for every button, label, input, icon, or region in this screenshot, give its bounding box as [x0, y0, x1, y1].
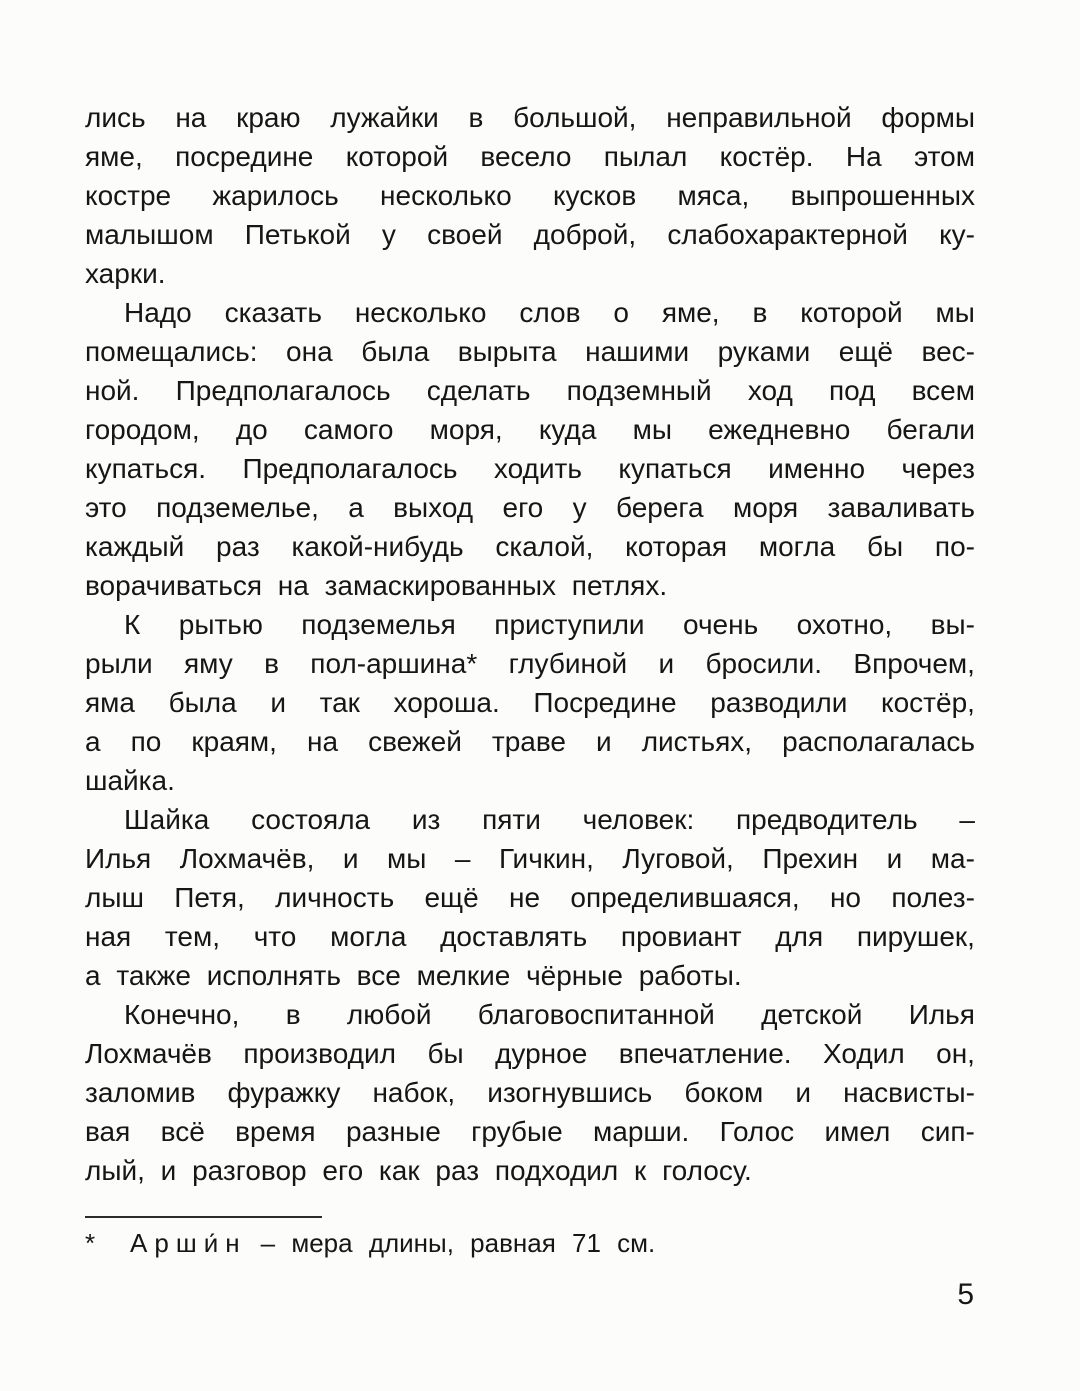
- word: тем,: [164, 921, 221, 952]
- word: ходить: [493, 453, 582, 484]
- text-line: лый, и разговор его как раз подходил к голосу.: [85, 1155, 752, 1186]
- word: разводили: [710, 687, 848, 718]
- word: грубые: [471, 1116, 563, 1147]
- text-line: [85, 722, 975, 761]
- text-line: [85, 98, 975, 137]
- word: Лохмачёв,: [179, 843, 315, 874]
- word: ежедневно: [708, 414, 851, 445]
- word: посредине: [175, 141, 314, 172]
- word: Прехин: [762, 843, 859, 874]
- word: пылал: [603, 141, 688, 172]
- word: всё: [160, 1116, 205, 1147]
- word: самого: [303, 414, 394, 445]
- word: впечатление.: [618, 1038, 792, 1069]
- word: рыли: [85, 648, 153, 679]
- word: какой-нибудь: [291, 531, 464, 562]
- text-line: [85, 293, 975, 332]
- text-line: [85, 800, 975, 839]
- word: сказать: [224, 297, 322, 328]
- word: предводитель: [736, 804, 918, 835]
- word: несколько: [354, 297, 487, 328]
- word: Петькой: [244, 219, 351, 250]
- word: Шайка: [124, 804, 210, 835]
- word: большой,: [513, 102, 637, 133]
- word: а: [85, 726, 101, 757]
- text-line: харки.: [85, 258, 166, 289]
- word: Лохмачёв: [85, 1038, 212, 1069]
- word: дурное: [495, 1038, 588, 1069]
- footnote-separator: [85, 1216, 322, 1218]
- footnote-marker: *: [85, 1228, 96, 1258]
- word: яма: [85, 687, 135, 718]
- text-line: [85, 1034, 975, 1073]
- footnote: [85, 1226, 975, 1260]
- word: подземелье,: [156, 492, 319, 523]
- paragraph: [85, 800, 975, 995]
- word: мы: [935, 297, 975, 328]
- word: по-: [934, 531, 975, 562]
- word: через: [901, 453, 975, 484]
- word: определившаяся,: [570, 882, 800, 913]
- word: купаться.: [85, 453, 207, 484]
- word: и: [270, 687, 286, 718]
- word: ной.: [85, 375, 140, 406]
- word: краю: [236, 102, 301, 133]
- word: но: [829, 882, 861, 913]
- word: листьях,: [641, 726, 753, 757]
- word: ход: [747, 375, 793, 406]
- word: и: [342, 843, 359, 874]
- word: до: [235, 414, 268, 445]
- word: под: [828, 375, 876, 406]
- word: бы: [427, 1038, 464, 1069]
- word: Посредине: [533, 687, 677, 718]
- word: формы: [881, 102, 975, 133]
- word: К: [124, 609, 141, 640]
- word: неправильной: [666, 102, 852, 133]
- text-line: а также исполнять все мелкие чёрные работы.: [85, 960, 742, 991]
- text-line: [85, 839, 975, 878]
- word: это: [85, 492, 127, 523]
- text-line: [85, 488, 975, 527]
- text-line: [85, 995, 975, 1034]
- word: доставлять: [440, 921, 588, 952]
- word: пяти: [482, 804, 541, 835]
- word: охотно,: [796, 609, 893, 640]
- text-line: [85, 527, 975, 566]
- word: Гичкин,: [498, 843, 594, 874]
- word: Предполагалось: [242, 453, 458, 484]
- word: и: [596, 726, 612, 757]
- word: его: [502, 492, 544, 523]
- word: раз: [216, 531, 260, 562]
- paragraph: [85, 98, 975, 293]
- word: выпрошенных: [790, 180, 975, 211]
- word: изогнувшись: [487, 1077, 653, 1108]
- word: руками: [717, 336, 811, 367]
- word: свежей: [368, 726, 462, 757]
- text-line: ворачиваться на замаскированных петлях.: [85, 570, 668, 601]
- word: сип-: [920, 1116, 975, 1147]
- word: берега: [615, 492, 704, 523]
- word: фуражку: [227, 1077, 341, 1108]
- word: время: [235, 1116, 316, 1147]
- word: располагалась: [782, 726, 975, 757]
- text-line: [85, 644, 975, 683]
- word: так: [319, 687, 360, 718]
- word: моря: [732, 492, 799, 523]
- word: глубиной: [508, 648, 628, 679]
- word: яме,: [661, 297, 720, 328]
- word: могла: [758, 531, 836, 562]
- word: вес-: [921, 336, 975, 367]
- word: приступили: [494, 609, 645, 640]
- word: помещались:: [85, 336, 258, 367]
- word: кусков: [552, 180, 637, 211]
- text-line: [85, 137, 975, 176]
- page-number: 5: [957, 1278, 974, 1311]
- word: –: [959, 804, 975, 835]
- word: была: [168, 687, 237, 718]
- word: ная: [85, 921, 132, 952]
- word: была: [361, 336, 430, 367]
- word: своей: [427, 219, 503, 250]
- text-line: [85, 410, 975, 449]
- word: производил: [243, 1038, 396, 1069]
- word: костёр.: [719, 141, 814, 172]
- word: заваливать: [827, 492, 975, 523]
- word: скалой,: [495, 531, 594, 562]
- word: вы-: [930, 609, 975, 640]
- word: личность: [275, 882, 395, 913]
- word: боком: [684, 1077, 764, 1108]
- word: Голос: [719, 1116, 795, 1147]
- text-line: [85, 878, 975, 917]
- word: подземелья: [301, 609, 456, 640]
- word: очень: [683, 609, 759, 640]
- word: у: [381, 219, 396, 250]
- word: всем: [911, 375, 975, 406]
- word: и: [795, 1077, 812, 1108]
- word: полез-: [891, 882, 975, 913]
- word: могла: [330, 921, 407, 952]
- word: бегали: [886, 414, 975, 445]
- word: заломив: [85, 1077, 196, 1108]
- word: каждый: [85, 531, 185, 562]
- text-line: [85, 917, 975, 956]
- word: выход: [393, 492, 474, 523]
- word: краям,: [191, 726, 277, 757]
- word: Предполагалось: [175, 375, 391, 406]
- word: яме,: [85, 141, 143, 172]
- word: Илья: [85, 843, 152, 874]
- text-line: [85, 683, 975, 722]
- word: весело: [480, 141, 572, 172]
- word: купаться: [618, 453, 732, 484]
- word: ещё: [838, 336, 893, 367]
- word: она: [286, 336, 333, 367]
- word: мы: [387, 843, 427, 874]
- word: имел: [824, 1116, 891, 1147]
- page-text: [85, 98, 975, 1190]
- word: костре: [85, 180, 172, 211]
- text-line: [85, 605, 975, 644]
- word: На: [845, 141, 882, 172]
- text-line: [85, 449, 975, 488]
- text-line: [85, 1112, 975, 1151]
- word: доброй,: [533, 219, 637, 250]
- word: в: [285, 999, 301, 1030]
- word: которая: [625, 531, 728, 562]
- word: куда: [538, 414, 597, 445]
- word: мяса,: [677, 180, 750, 211]
- word: ма-: [930, 843, 975, 874]
- word: Надо: [124, 297, 192, 328]
- word: Конечно,: [124, 999, 240, 1030]
- word: ещё: [424, 882, 479, 913]
- paragraph: [85, 605, 975, 800]
- word: и: [886, 843, 903, 874]
- word: именно: [768, 453, 866, 484]
- word: состояла: [251, 804, 371, 835]
- word: в: [264, 648, 279, 679]
- text-line: шайка.: [85, 765, 175, 796]
- word: лужайки: [330, 102, 439, 133]
- word: подземный: [566, 375, 712, 406]
- word: мы: [632, 414, 672, 445]
- text-line: [85, 215, 975, 254]
- word: человек:: [582, 804, 695, 835]
- word: он,: [936, 1038, 975, 1069]
- word: пол-аршина*: [310, 648, 478, 679]
- word: Илья: [908, 999, 975, 1030]
- word: Луговой,: [622, 843, 734, 874]
- word: из: [411, 804, 441, 835]
- word: хороша.: [393, 687, 500, 718]
- word: –: [454, 843, 471, 874]
- word: Впрочем,: [853, 648, 975, 679]
- word: яму: [184, 648, 233, 679]
- word: нашими: [585, 336, 690, 367]
- text-line: [85, 371, 975, 410]
- word: лись: [85, 102, 146, 133]
- word: Ходил: [823, 1038, 905, 1069]
- word: лыш: [85, 882, 144, 913]
- word: бросили.: [705, 648, 823, 679]
- word: набок,: [372, 1077, 456, 1108]
- word: сделать: [426, 375, 531, 406]
- word: что: [253, 921, 297, 952]
- word: несколько: [380, 180, 512, 211]
- word: которой: [345, 141, 449, 172]
- word: бы: [866, 531, 904, 562]
- word: для: [775, 921, 824, 952]
- paragraph: [85, 293, 975, 605]
- word: этом: [913, 141, 975, 172]
- word: вырыта: [457, 336, 557, 367]
- word: пирушек,: [856, 921, 975, 952]
- word: слабохарактерной: [667, 219, 908, 250]
- word: на: [307, 726, 339, 757]
- word: ку-: [939, 219, 975, 250]
- word: благовоспитанной: [477, 999, 715, 1030]
- word: малышом: [85, 219, 214, 250]
- word: марши.: [593, 1116, 690, 1147]
- text-line: [85, 332, 975, 371]
- word: в: [752, 297, 768, 328]
- word: в: [468, 102, 484, 133]
- text-line: [85, 1073, 975, 1112]
- word: жарилось: [212, 180, 339, 211]
- word: о: [613, 297, 629, 328]
- word: детской: [761, 999, 863, 1030]
- word: не: [509, 882, 541, 913]
- word: на: [175, 102, 207, 133]
- word: траве: [491, 726, 566, 757]
- word: по: [130, 726, 162, 757]
- text-line: [85, 176, 975, 215]
- word: и: [658, 648, 675, 679]
- paragraph: [85, 995, 975, 1190]
- footnote-term: Арши́н: [130, 1228, 247, 1258]
- word: Петя,: [174, 882, 245, 913]
- footnote-definition: – мера длины, равная 71 см.: [260, 1228, 656, 1258]
- word: вая: [85, 1116, 131, 1147]
- word: любой: [346, 999, 432, 1030]
- word: которой: [800, 297, 903, 328]
- word: рытью: [178, 609, 263, 640]
- word: а: [348, 492, 364, 523]
- word: слов: [519, 297, 581, 328]
- word: городом,: [85, 414, 200, 445]
- word: костёр,: [881, 687, 975, 718]
- word: провиант: [620, 921, 742, 952]
- word: насвисты-: [843, 1077, 975, 1108]
- word: моря,: [429, 414, 503, 445]
- word: разные: [345, 1116, 441, 1147]
- word: у: [572, 492, 587, 523]
